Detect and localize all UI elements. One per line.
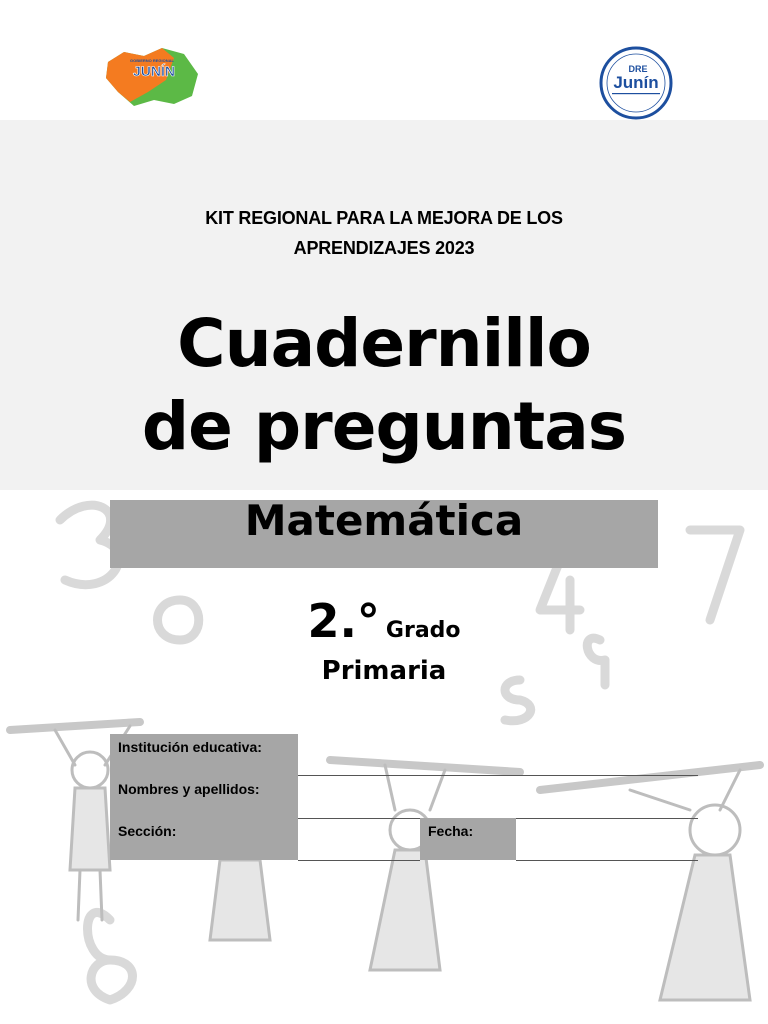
- gobierno-regional-junin-logo: [104, 44, 202, 108]
- grade-word: Grado: [385, 618, 461, 643]
- kit-title-line-1: KIT REGIONAL PARA LA MEJORA DE LOS: [205, 208, 563, 228]
- date-field[interactable]: [516, 860, 698, 861]
- main-title-line-2: de preguntas: [141, 388, 627, 465]
- grade-row: [0, 594, 768, 648]
- dre-top-text: DRE: [628, 64, 648, 74]
- logo-small-text: GOBIERNO REGIONAL: [129, 58, 175, 63]
- date-label: Fecha:: [420, 818, 516, 860]
- names-label: Nombres y apellidos:: [110, 776, 298, 818]
- dre-junin-logo: [596, 46, 676, 120]
- main-title-line-1: Cuadernillo: [177, 305, 591, 382]
- dre-main-text: Junín: [613, 73, 659, 92]
- section-label: Sección:: [110, 818, 298, 860]
- kit-title-line-2: APRENDIZAJES 2023: [293, 238, 475, 258]
- institution-label: Institución educativa:: [110, 734, 298, 776]
- institution-field[interactable]: [298, 775, 698, 776]
- subject-title: Matemática: [244, 496, 524, 545]
- section-field[interactable]: [298, 860, 420, 861]
- logo-brand-text: JUNÍN: [132, 63, 176, 79]
- education-level: Primaria: [321, 656, 447, 686]
- grade-number: 2.°: [307, 594, 380, 648]
